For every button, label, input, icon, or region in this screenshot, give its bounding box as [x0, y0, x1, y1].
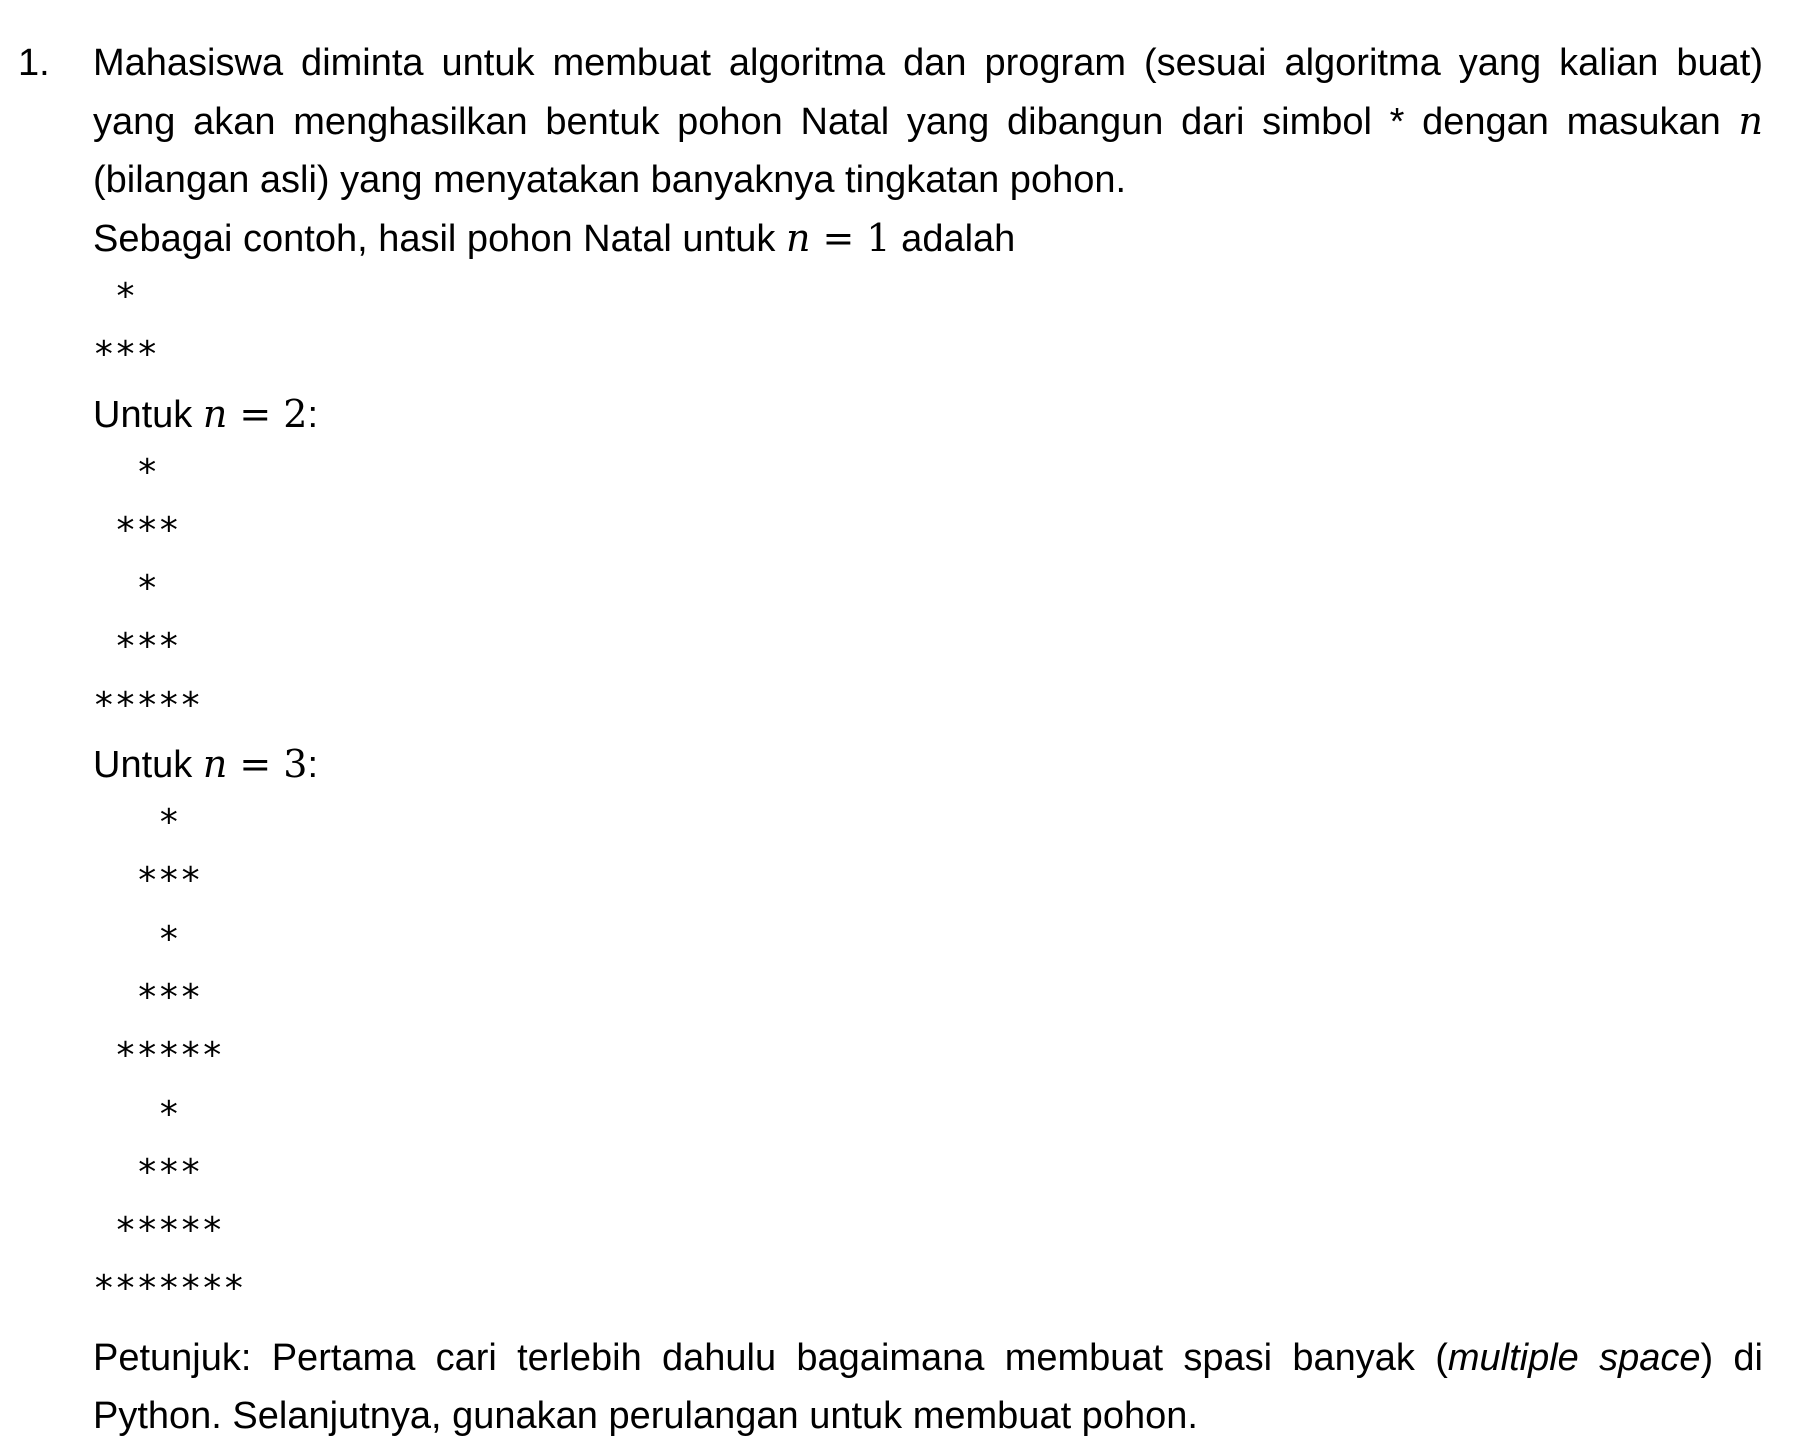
tree-n3-row: *******: [93, 1268, 245, 1310]
case3-label-var: n: [202, 742, 228, 787]
tree-n3-row: *****: [93, 1035, 224, 1077]
question-body: [93, 34, 1763, 1445]
case3-label-tail: :: [307, 744, 319, 787]
case3-label-text: Untuk: [93, 744, 203, 787]
case2-label-tail: :: [307, 393, 319, 436]
tree-n3-row: *: [93, 918, 180, 960]
tree-n3: [93, 794, 1763, 1319]
tree-n3-row: ***: [93, 1151, 202, 1193]
tree-n1: [93, 268, 1763, 385]
case2-label-eq: = 2: [227, 391, 308, 436]
hint-emphasis: multiple space: [1447, 1336, 1701, 1379]
tree-n3-row: ***: [93, 976, 202, 1018]
intro-var-n: n: [1738, 99, 1763, 143]
case2-label-text: Untuk: [93, 393, 203, 436]
question-number: 1.: [18, 42, 50, 84]
tree-n2-row: ***: [93, 509, 180, 551]
tree-n3-row: *: [93, 1093, 180, 1135]
tree-n3-row: ***: [93, 860, 202, 902]
example-intro-var: n: [785, 216, 811, 260]
tree-n2-row: *****: [93, 684, 202, 726]
tree-n1-row: *: [93, 276, 137, 317]
hint-text-2: ) di Python. Selanjutnya, gunakan perulangan untuk membuat pohon.: [93, 1336, 1763, 1437]
case2-label-var: n: [202, 391, 228, 436]
tree-n1-row: ***: [93, 334, 159, 376]
tree-n2-row: *: [93, 451, 159, 493]
example-intro-tail: adalah: [890, 218, 1016, 260]
tree-n2-row: ***: [93, 626, 180, 668]
tree-n2-row: *: [93, 568, 159, 610]
tree-n3-row: *: [93, 802, 180, 844]
case3-label: [93, 735, 1763, 794]
example-intro-text: Sebagai contoh, hasil pohon Natal untuk: [93, 218, 786, 260]
example-intro: [93, 209, 1763, 268]
tree-n3-row: *****: [93, 1210, 224, 1252]
intro-paragraph: [93, 34, 1763, 209]
tree-n2: [93, 444, 1763, 735]
intro-text-2: (bilangan asli) yang menyatakan banyaknya tingkatan pohon.: [93, 159, 1127, 201]
hint-text-1: Petunjuk: Pertama cari terlebih dahulu bagaimana membuat spasi banyak (: [93, 1336, 1448, 1379]
hint-paragraph: [93, 1329, 1763, 1445]
case3-label-eq: = 3: [227, 742, 308, 787]
case2-label: [93, 385, 1763, 444]
example-intro-eq: = 1: [810, 216, 891, 260]
intro-text-1: Mahasiswa diminta untuk membuat algoritma dan program (sesuai algoritma yang kalian buat) yang akan menghasilkan bentuk pohon Natal yang dibangun dari simbol * dengan masukan: [93, 42, 1763, 143]
